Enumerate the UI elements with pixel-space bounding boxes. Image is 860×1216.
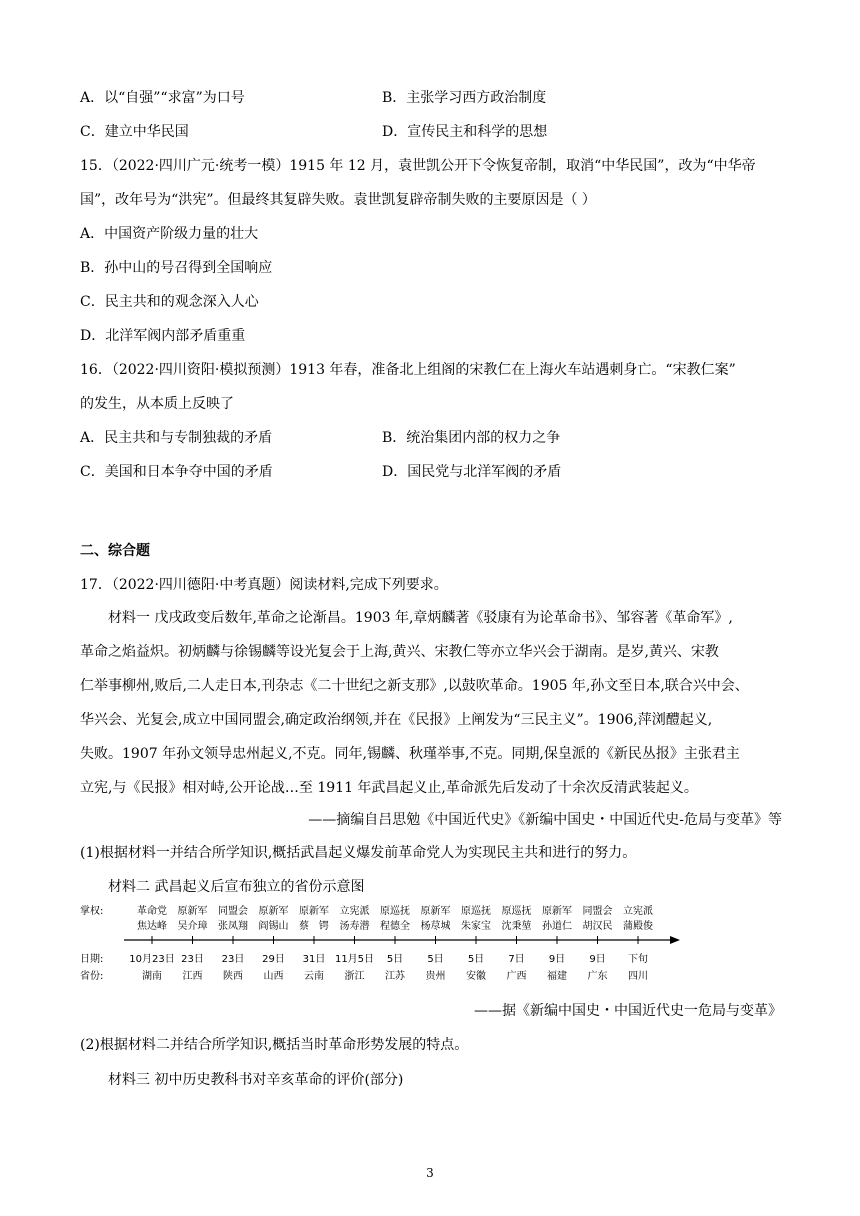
event-province-label: 安徽 (466, 971, 486, 982)
event-person-label: 蔡 锷 (299, 921, 329, 932)
q15-stem-line2: 国”，改年号为“洪宪”。但最终其复辟失败。袁世凯复辟帝制失败的主要原因是（ ） (80, 192, 596, 208)
event-person-label: 阎锡山 (258, 921, 289, 932)
event-province-label: 贵州 (425, 971, 446, 982)
event-date-label: 29日 (262, 954, 285, 965)
q15-option-c: C．民主共和的观念深入人心 (80, 294, 259, 310)
event-person-label: 张凤翔 (218, 921, 248, 932)
event-province-label: 浙江 (344, 971, 365, 982)
event-person-label: 沈秉堃 (501, 921, 532, 932)
material-one-line: 材料一 戊戌政变后数年,革命之论渐昌。1903 年,章炳麟著《驳康有为论革命书》、邹容著《革命军》, (108, 610, 733, 626)
q15-option-d: D．北洋军阀内部矛盾重重 (80, 328, 246, 344)
event-person-label: 蒲殿俊 (623, 921, 653, 932)
event-province-label: 江苏 (385, 971, 405, 982)
q16-option-a: A．民主共和与专制独裁的矛盾 (80, 430, 273, 446)
event-province-label: 福建 (547, 971, 567, 982)
q17-stem: 17．（2022·四川德阳·中考真题）阅读材料,完成下列要求。 (80, 577, 448, 593)
event-province-label: 湖南 (142, 971, 162, 982)
material-one-line: 革命之焰益炽。初炳麟与徐锡麟等设光复会于上海,黄兴、宋教仁等亦立华兴会于湖南。是岁,黄兴、宋教 (80, 644, 719, 660)
q14-option-a: A．以“自强”“求富”为口号 (80, 90, 245, 106)
event-date-label: 11月5日 (334, 954, 375, 965)
event-province-label: 四川 (628, 971, 648, 982)
event-power-label: 原新军 (542, 906, 572, 917)
q14-option-d: D．宣传民主和科学的思想 (382, 124, 548, 140)
q15-option-a: A．中国资产阶级力量的壮大 (80, 226, 259, 242)
event-date-label: 7日 (508, 954, 525, 965)
event-power-label: 原新军 (299, 906, 329, 917)
event-power-label: 原巡抚 (501, 906, 532, 917)
event-power-label: 立宪派 (623, 906, 653, 917)
independence-timeline (80, 905, 680, 987)
q16-option-b: B．统治集团内部的权力之争 (382, 430, 561, 446)
event-person-label: 程德全 (380, 921, 410, 932)
event-province-label: 云南 (304, 971, 324, 982)
material-one-line: 华兴会、光复会,成立中国同盟会,确定政治纲领,并在《民报》上阐发为“三民主义”。1906,萍浏醴起义, (80, 712, 713, 728)
event-date-label: 23日 (181, 954, 204, 965)
material-one-line: 立宪,与《民报》相对峙,公开论战…至 1911 年武昌起义止,革命派先后发动了十余次反清武装起义。 (80, 780, 698, 796)
event-person-label: 胡汉民 (582, 921, 613, 932)
event-province-label: 广东 (587, 971, 608, 982)
event-person-label: 焦达峰 (137, 921, 167, 932)
event-power-label: 革命党 (137, 906, 167, 917)
event-date-label: 10月23日 (129, 954, 175, 965)
q15-option-b: B．孙中山的号召得到全国响应 (80, 260, 273, 276)
event-person-label: 吴介璋 (177, 921, 208, 932)
material-one-line: 仁举事柳州,败后,二人走日本,刊杂志《二十世纪之新支那》,以鼓吹革命。1905 年,孙文至日本,联合兴中会、 (80, 678, 749, 694)
event-date-label: 5日 (467, 954, 485, 965)
event-date-label: 23日 (221, 954, 245, 965)
question-1: (1)根据材料一并结合所学知识,概括武昌起义爆发前革命党人为实现民主共和进行的努力。 (80, 845, 637, 861)
q14-option-b: B．主张学习西方政治制度 (382, 90, 547, 106)
material-two-title: 材料二 武昌起义后宣布独立的省份示意图 (108, 879, 365, 895)
event-power-label: 同盟会 (582, 906, 613, 917)
event-power-label: 原新军 (420, 906, 451, 917)
event-person-label: 杨荩城 (420, 921, 451, 932)
q16-stem-line2: 的发生，从本质上反映了 (80, 396, 234, 412)
q16-stem-line1: 16．（2022·四川资阳·模拟预测）1913 年春，准备北上组阁的宋教仁在上海火车站遇刺身亡。“宋教仁案” (80, 362, 736, 378)
q16-option-d: D．国民党与北洋军阀的矛盾 (382, 464, 562, 480)
event-power-label: 原新军 (177, 906, 208, 917)
event-power-label: 同盟会 (218, 906, 248, 917)
event-date-label: 31日 (302, 954, 326, 965)
question-2: (2)根据材料二并结合所学知识,概括当时革命形势发展的特点。 (80, 1037, 469, 1053)
event-date-label: 5日 (386, 954, 404, 965)
q15-stem-line1: 15．（2022·四川广元·统考一模）1915 年 12 月，袁世凯公开下令恢复帝制，取消“中华民国”，改为“中华帝 (80, 158, 756, 174)
material-one-source: ——摘编自吕思勉《中国近代史》《新编中国史・中国近代史-危局与变革》等 (308, 812, 782, 828)
section-title: 二、综合题 (80, 543, 150, 559)
row-label-power: 掌权: (80, 906, 104, 917)
event-power-label: 原巡抚 (380, 906, 410, 917)
event-province-label: 江西 (182, 971, 203, 982)
event-person-label: 朱家宝 (461, 921, 491, 932)
material-three-title: 材料三 初中历史教科书对辛亥革命的评价(部分) (108, 1072, 404, 1088)
event-date-label: 9日 (589, 954, 606, 965)
event-province-label: 广西 (506, 971, 527, 982)
page-number: 3 (426, 1166, 434, 1180)
event-date-label: 5日 (427, 954, 444, 965)
event-date-label: 下旬 (628, 954, 648, 965)
row-label-province: 省份: (80, 971, 104, 982)
row-label-date: 日期: (80, 954, 104, 965)
q16-option-c: C．美国和日本争夺中国的矛盾 (80, 464, 273, 480)
event-power-label: 原巡抚 (461, 906, 491, 917)
material-two-source: ——据《新编中国史・中国近代史一危局与变革》 (474, 1003, 782, 1019)
timeline-arrow (670, 936, 680, 944)
event-person-label: 孙道仁 (542, 921, 572, 932)
event-date-label: 9日 (548, 954, 566, 965)
material-one-line: 失败。1907 年孙文领导忠州起义,不克。同年,锡麟、秋瑾举事,不克。同期,保皇派的《新民丛报》主张君主 (80, 746, 740, 762)
event-power-label: 立宪派 (339, 906, 370, 917)
event-province-label: 陕西 (223, 971, 243, 982)
event-person-label: 汤寿潜 (339, 921, 370, 932)
event-province-label: 山西 (263, 971, 284, 982)
event-power-label: 原新军 (258, 906, 289, 917)
q14-option-c: C．建立中华民国 (80, 124, 189, 140)
